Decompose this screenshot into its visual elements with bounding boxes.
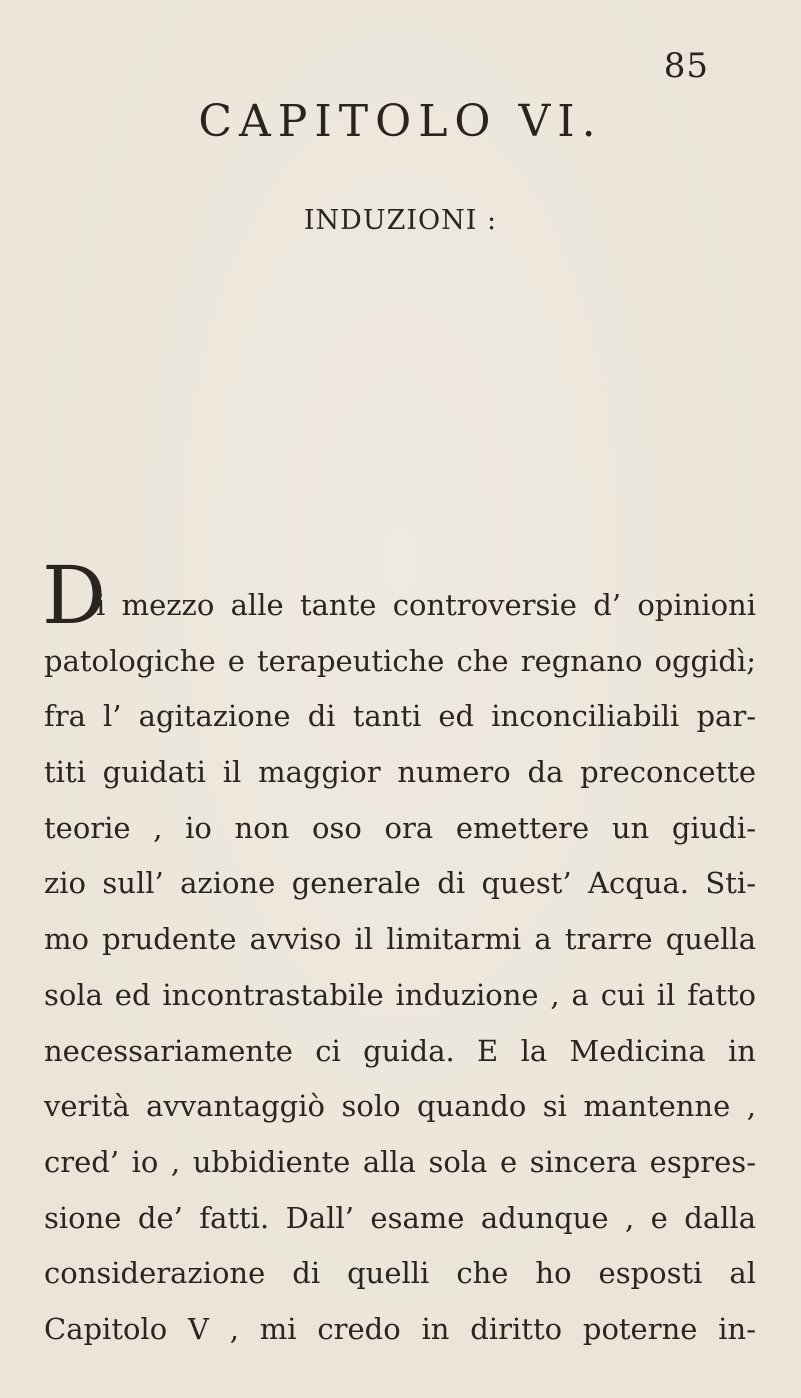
body-line-2: patologiche e terapeutiche che regnano oggidì; bbox=[44, 643, 756, 678]
body-line-9: necessariamente ci guida. E la Medicina in bbox=[44, 1033, 756, 1068]
body-line-5: teorie , io non oso ora emettere un giudi- bbox=[44, 810, 756, 845]
body-line-11: cred’ io , ubbidiente alla sola e sincera espres- bbox=[44, 1144, 756, 1179]
body-line-13: considerazione di quelli che ho esposti al bbox=[44, 1256, 756, 1291]
body-line-1: i mezzo alle tante controversie d’ opinioni bbox=[96, 588, 756, 622]
body-paragraph bbox=[44, 578, 756, 1358]
body-line-10: verità avvantaggiò solo quando si mantenne , bbox=[44, 1089, 756, 1124]
chapter-title: CAPITOLO VI. bbox=[198, 96, 603, 147]
body-line-7: mo prudente avviso il limitarmi a trarre quella bbox=[44, 922, 756, 957]
body-line-6: zio sull’ azione generale di quest’ Acqua. Sti- bbox=[44, 866, 756, 901]
page-number: 85 bbox=[663, 46, 709, 86]
body-line-4: titi guidati il maggior numero da preconcette bbox=[44, 755, 756, 790]
section-title: INDUZIONI : bbox=[303, 205, 498, 236]
drop-cap: D bbox=[42, 549, 107, 642]
body-line-12: sione de’ fatti. Dall’ esame adunque , e dalla bbox=[44, 1200, 756, 1235]
body-line-8: sola ed incontrastabile induzione , a cui il fatto bbox=[44, 977, 756, 1012]
body-line-14: Capitolo V , mi credo in diritto poterne in- bbox=[44, 1311, 756, 1346]
body-line-3: fra l’ agitazione di tanti ed inconciliabili par- bbox=[44, 699, 756, 734]
